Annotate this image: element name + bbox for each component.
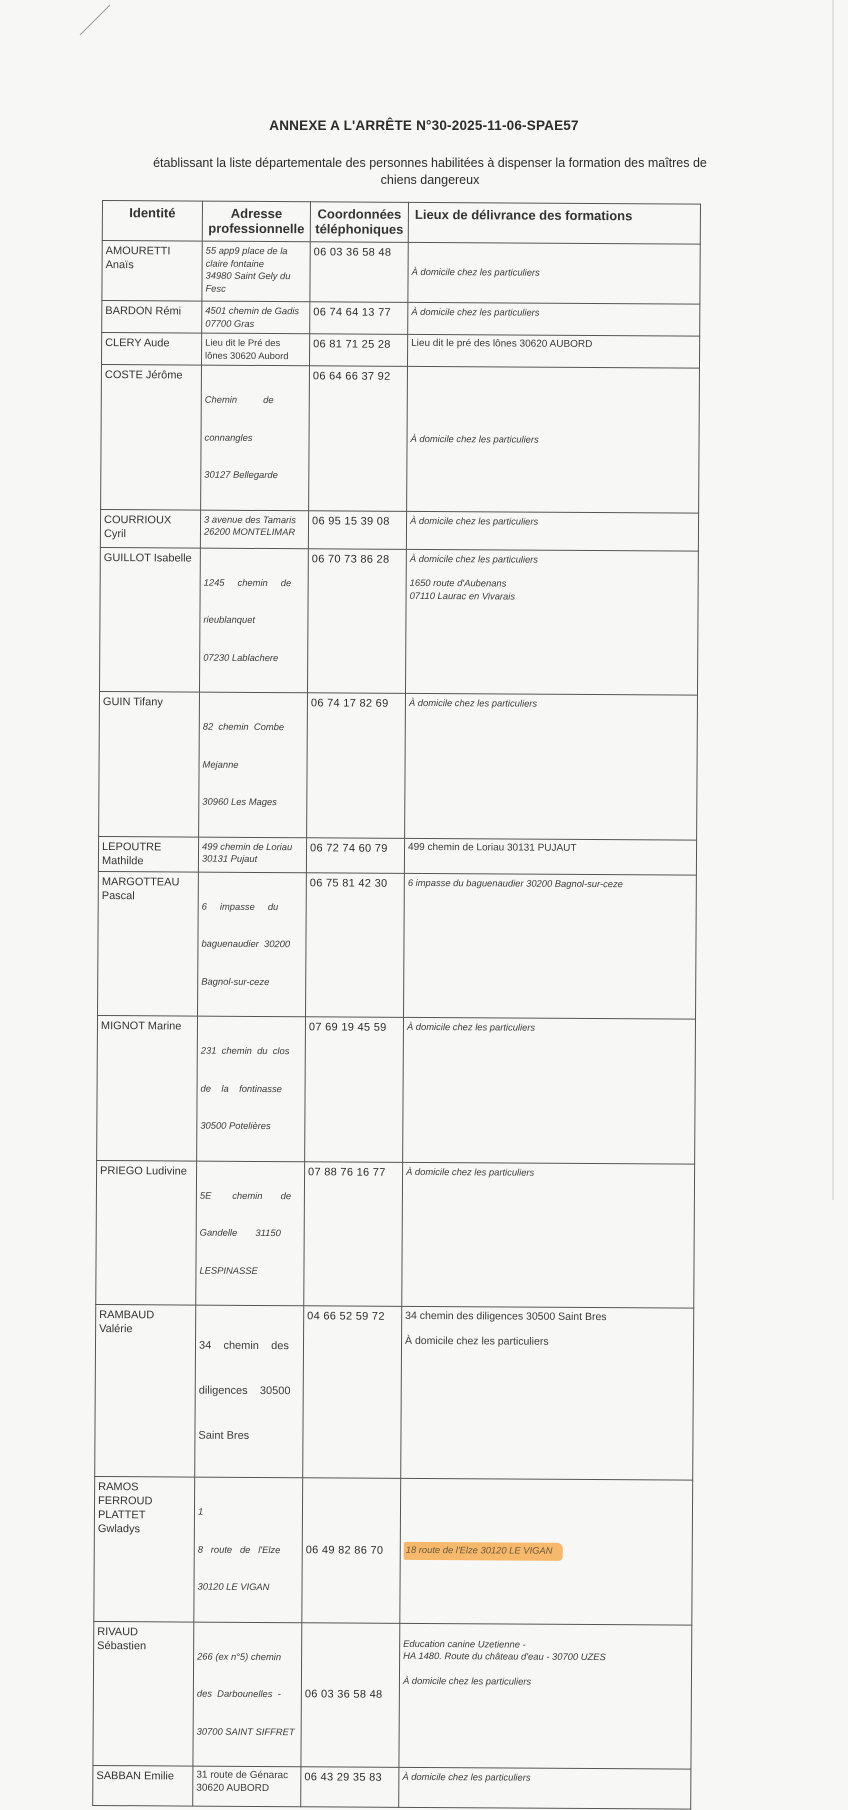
subtitle-line-2: chiens dangereux xyxy=(380,173,480,187)
cell-places xyxy=(399,1623,692,1769)
table-row xyxy=(93,1621,692,1769)
header-lieux: Lieux de délivrance des formations xyxy=(408,202,700,244)
address-line: Chemin de xyxy=(204,393,274,406)
place-line: À domicile chez les particuliers xyxy=(410,514,539,527)
trainers-table xyxy=(92,200,701,1810)
cell-identity xyxy=(98,871,199,1016)
cell-places xyxy=(405,693,698,839)
address-line: 4501 chemin de Gadis xyxy=(205,304,300,317)
address-line: 26200 MONTELIMAR xyxy=(203,525,296,538)
address-line: 499 chemin de Loriau xyxy=(202,840,293,852)
cell-phone: 06 43 29 35 83 xyxy=(301,1767,399,1808)
place-line: À domicile chez les particuliers xyxy=(402,1770,531,1783)
cell-phone: 07 88 76 16 77 xyxy=(304,1161,403,1306)
place-line: 07110 Laurac en Vivarais xyxy=(409,589,516,602)
table-row xyxy=(93,1765,691,1809)
identity-line: Cyril xyxy=(103,527,126,540)
address-line: 30620 AUBORD xyxy=(196,1782,270,1794)
cell-identity xyxy=(99,691,200,836)
address-line: Mejanne xyxy=(202,758,239,770)
address-line: 30960 Les Mages xyxy=(202,795,277,808)
address-line: rieublanquet xyxy=(203,613,256,625)
header-coordonnees xyxy=(310,202,408,243)
identity-line: MARGOTTEAU xyxy=(101,875,180,888)
cell-address xyxy=(197,1016,306,1161)
cell-places xyxy=(402,1162,695,1308)
identity-line: COURRIOUX xyxy=(104,513,172,526)
cell-identity xyxy=(93,1765,193,1806)
cell-identity xyxy=(101,365,202,510)
cell-address xyxy=(202,241,310,302)
table-row xyxy=(99,691,698,839)
address-line: 55 app9 place de la xyxy=(205,244,288,257)
place-line: Lieu dit le pré des lônes 30620 AUBORD xyxy=(411,337,593,350)
address-line: de la fontinasse xyxy=(200,1082,282,1094)
address-line: 266 (ex n°5) chemin xyxy=(197,1650,282,1662)
table-row xyxy=(101,333,699,369)
table-row xyxy=(99,547,698,695)
address-line: 3 avenue des Tamaris xyxy=(204,513,296,525)
address-line: Gandelle 31150 xyxy=(199,1226,281,1239)
table-row xyxy=(96,1160,695,1308)
address-line: Bagnol-sur-ceze xyxy=(201,975,270,987)
identity-line: LEPOUTRE xyxy=(102,840,162,853)
address-line: 07700 Gras xyxy=(205,317,255,329)
identity-line: Sébastien xyxy=(97,1639,147,1652)
cell-places xyxy=(407,366,700,512)
cell-phone: 06 70 73 86 28 xyxy=(307,548,406,693)
header-coordonnees-line-1: Coordonnées xyxy=(317,206,402,222)
address-line: Saint Bres xyxy=(198,1429,250,1442)
identity-line: PRIEGO Ludivine xyxy=(100,1164,187,1178)
cell-phone: 07 69 19 45 59 xyxy=(305,1017,404,1162)
cell-phone: 06 81 71 25 28 xyxy=(309,334,407,367)
cell-address xyxy=(193,1622,302,1767)
cell-address xyxy=(198,837,306,873)
identity-line: GUILLOT Isabelle xyxy=(103,551,192,565)
table-row xyxy=(94,1476,693,1624)
cell-address xyxy=(199,692,308,837)
cell-places xyxy=(400,1478,693,1624)
identity-line: Mathilde xyxy=(101,854,144,867)
cell-identity xyxy=(98,836,198,872)
cell-address xyxy=(201,333,309,366)
address-line: connangles xyxy=(204,431,253,443)
address-line: 30120 LE VIGAN xyxy=(197,1580,270,1593)
cell-phone: 06 64 66 37 92 xyxy=(309,366,408,511)
address-line: 1245 chemin de xyxy=(203,576,292,588)
address-line: 82 chemin Combe xyxy=(202,720,285,733)
identity-line: Pascal xyxy=(101,889,135,902)
cell-identity xyxy=(97,1015,198,1160)
cell-address xyxy=(201,365,310,510)
header-adresse xyxy=(202,201,310,242)
address-line: 34980 Saint Gely du xyxy=(205,269,291,282)
cell-phone: 06 74 64 13 77 xyxy=(310,302,408,335)
cell-identity xyxy=(100,509,200,548)
cell-identity xyxy=(101,333,201,366)
cell-places xyxy=(407,334,699,368)
cell-identity xyxy=(96,1160,197,1305)
place-line: 6 impasse du baguenaudier 30200 Bagnol-sur-ceze xyxy=(407,876,623,889)
cell-address xyxy=(195,1305,304,1478)
address-line: 30500 Potelières xyxy=(200,1119,271,1132)
table-row xyxy=(102,301,700,337)
place-line: HA 1480. Route du château d'eau - 30700 UZES xyxy=(403,1649,606,1663)
table-row xyxy=(97,1015,696,1163)
table-row xyxy=(101,365,700,513)
cell-identity xyxy=(95,1304,196,1477)
cell-address xyxy=(199,548,308,693)
address-line: diligences 30500 xyxy=(198,1384,291,1398)
address-line: 1 xyxy=(197,1505,204,1517)
address-line: Lieu dit le Pré des xyxy=(205,336,281,349)
table-header-row xyxy=(102,201,700,245)
cell-places xyxy=(404,838,696,875)
address-line: 34 chemin des xyxy=(198,1339,289,1353)
identity-line: SABBAN Emilie xyxy=(96,1769,175,1783)
place-line: 1650 route d'Aubenans xyxy=(409,576,507,589)
cell-identity xyxy=(102,241,202,302)
identity-line: CLERY Aude xyxy=(105,337,170,350)
address-line: 8 route de l'Elze xyxy=(197,1543,281,1555)
place-line: À domicile chez les particuliers xyxy=(406,1165,535,1178)
address-line: 07230 Lablachere xyxy=(203,651,279,663)
identity-line: Anaïs xyxy=(105,259,134,272)
identity-line: MIGNOT Marine xyxy=(100,1020,182,1033)
address-line: 30700 SAINT SIFFRET xyxy=(196,1725,295,1737)
cell-phone: 06 03 36 58 48 xyxy=(301,1622,400,1767)
cell-phone: 06 75 81 42 30 xyxy=(306,872,405,1017)
header-identite: Identité xyxy=(102,201,202,242)
table-row xyxy=(102,241,700,305)
identity-line: Gwladys xyxy=(97,1522,141,1536)
cell-places xyxy=(399,1767,691,1809)
place-line: À domicile chez les particuliers xyxy=(409,552,539,565)
address-line: 30131 Pujaut xyxy=(201,852,258,864)
table-row xyxy=(98,836,696,875)
cell-places xyxy=(408,242,700,304)
cell-identity xyxy=(99,547,200,692)
place-line: À domicile chez les particuliers xyxy=(411,305,540,318)
address-line: des Darbounelles - xyxy=(196,1687,281,1700)
subtitle-line-1: établissant la liste départementale des personnes habilitées à dispenser la formation des maîtres de xyxy=(153,156,707,170)
place-line: À domicile chez les particuliers xyxy=(406,1020,536,1033)
cell-phone: 06 72 74 60 79 xyxy=(306,837,404,873)
place-line: À domicile chez les particuliers xyxy=(405,1334,549,1348)
cell-phone: 06 49 82 86 70 xyxy=(302,1478,401,1623)
address-line: Fesc xyxy=(205,282,226,294)
place-line: Education canine Uzetienne - xyxy=(403,1637,526,1650)
cell-places xyxy=(406,511,698,551)
address-line: 231 chemin du clos xyxy=(200,1044,290,1057)
identity-line: COSTE Jérôme xyxy=(104,369,183,382)
cell-places xyxy=(405,549,698,695)
cell-address xyxy=(193,1766,301,1807)
address-line: 31 route de Génarac xyxy=(196,1769,289,1782)
place-line: À domicile chez les particuliers xyxy=(410,432,539,445)
cell-places xyxy=(408,302,700,336)
identity-line: RAMOS xyxy=(98,1481,139,1494)
table-row xyxy=(95,1304,694,1480)
table-row xyxy=(100,509,698,551)
identity-line: FERROUD xyxy=(98,1495,153,1508)
identity-line: PLATTET xyxy=(97,1509,146,1522)
place-line: 499 chemin de Loriau 30131 PUJAUT xyxy=(408,841,577,854)
identity-line: RAMBAUD xyxy=(99,1309,155,1322)
place-line: 34 chemin des diligences 30500 Saint Bres xyxy=(405,1309,607,1324)
identity-line: Valérie xyxy=(99,1323,133,1336)
cell-phone: 04 66 52 59 72 xyxy=(303,1306,402,1479)
cell-phone: 06 95 15 39 08 xyxy=(308,510,406,549)
place-line: À domicile chez les particuliers xyxy=(402,1674,532,1687)
document-title: ANNEXE A L'ARRÊTE N°30-2025-11-06-SPAE57 xyxy=(269,118,579,133)
document-subtitle xyxy=(110,155,750,189)
cell-address xyxy=(194,1477,303,1622)
header-adresse-line-2: professionnelle xyxy=(208,220,305,237)
place-line: À domicile chez les particuliers xyxy=(408,696,538,709)
address-line: 6 impasse du xyxy=(201,900,279,912)
address-line: baguenaudier 30200 xyxy=(201,937,291,950)
header-coordonnees-line-2: téléphoniques xyxy=(315,221,404,237)
identity-line: GUIN Tifany xyxy=(102,696,163,709)
cell-address xyxy=(202,301,310,334)
address-line: LESPINASSE xyxy=(199,1264,258,1276)
highlighted-place: 18 route de l'Elze 30120 LE VIGAN xyxy=(404,1542,563,1560)
cell-address xyxy=(198,872,307,1017)
address-line: claire fontaine xyxy=(205,257,265,269)
cell-address xyxy=(196,1161,305,1306)
address-line: 30127 Bellegarde xyxy=(204,468,278,481)
identity-line: BARDON Rémi xyxy=(105,305,182,318)
cell-identity xyxy=(93,1621,194,1766)
address-line: 5E chemin de xyxy=(199,1189,292,1201)
cell-places xyxy=(401,1306,694,1480)
header-adresse-line-1: Adresse xyxy=(230,205,283,222)
cell-phone: 06 74 17 82 69 xyxy=(307,693,406,838)
table-row xyxy=(98,871,697,1019)
place-line: À domicile chez les particuliers xyxy=(411,266,540,278)
cell-phone: 06 03 36 58 48 xyxy=(310,242,408,303)
identity-line: RIVAUD xyxy=(97,1625,139,1638)
cell-places xyxy=(404,873,697,1019)
cell-places xyxy=(403,1017,696,1163)
cell-identity xyxy=(94,1476,195,1621)
cell-identity xyxy=(102,301,202,334)
cell-address xyxy=(200,510,308,549)
identity-line: AMOURETTI xyxy=(105,245,171,258)
address-line: lônes 30620 Aubord xyxy=(205,349,289,361)
